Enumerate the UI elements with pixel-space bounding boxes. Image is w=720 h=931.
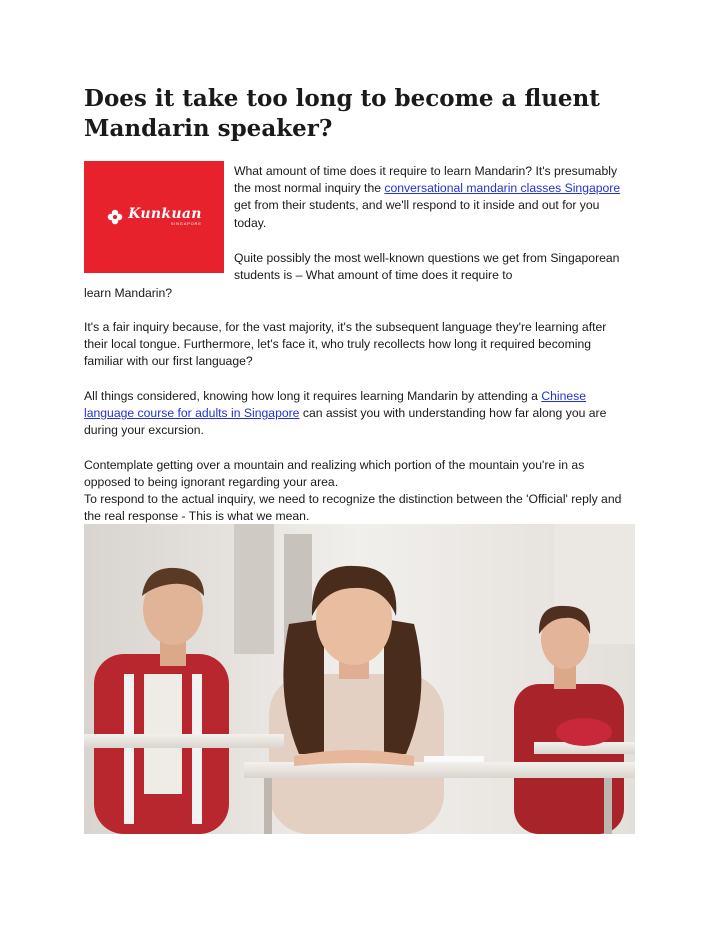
paragraph-official-reply: To respond to the actual inquiry, we need to recognize the distinction between the 'Official' reply and the real response - This is what we mean.: [84, 492, 622, 524]
kunkuan-logo: [84, 161, 224, 273]
course-text: All things considered, knowing how long it requires learning Mandarin by attending a: [84, 389, 542, 403]
classroom-photo: [84, 524, 635, 834]
conversational-mandarin-link[interactable]: conversational mandarin classes Singapore: [384, 181, 621, 196]
logo-wordmark: Kunkuan: [128, 206, 202, 222]
paragraph-intro: [234, 163, 622, 232]
paragraph-common-question: Quite possibly the most well-known questions we get from Singaporean students is – What amount of time does it require to: [234, 251, 620, 283]
article-title: Does it take too long to become a fluent Mandarin speaker?: [84, 85, 600, 142]
intro-text-end: get from their students, and we'll respond to it inside and out for you today.: [234, 198, 600, 230]
classroom-illustration: [84, 524, 635, 834]
chinese-course-link[interactable]: Chinese language course for adults in Singapore: [84, 389, 587, 421]
course-text-end: can assist you with understanding how far along you are during your excursion.: [84, 406, 607, 438]
paragraph-course: [84, 388, 629, 440]
paragraph-common-question-end: learn Mandarin?: [84, 286, 173, 300]
logo-subtext: SINGAPORE: [170, 221, 202, 226]
paragraph-mountain: Contemplate getting over a mountain and realizing which portion of the mountain you're in as opposed to being ignorant regarding your area.: [84, 458, 585, 490]
logo-flower-icon: [106, 208, 124, 226]
paragraph-fair-inquiry: It's a fair inquiry because, for the vast majority, it's the subsequent language they're learning after their local tongue. Furthermore, let's face it, who truly recollects how long it required becoming familiar with our first language?: [84, 320, 607, 369]
intro-text: What amount of time does it require to learn Mandarin? It's presumably the most normal inquiry the: [234, 164, 618, 196]
